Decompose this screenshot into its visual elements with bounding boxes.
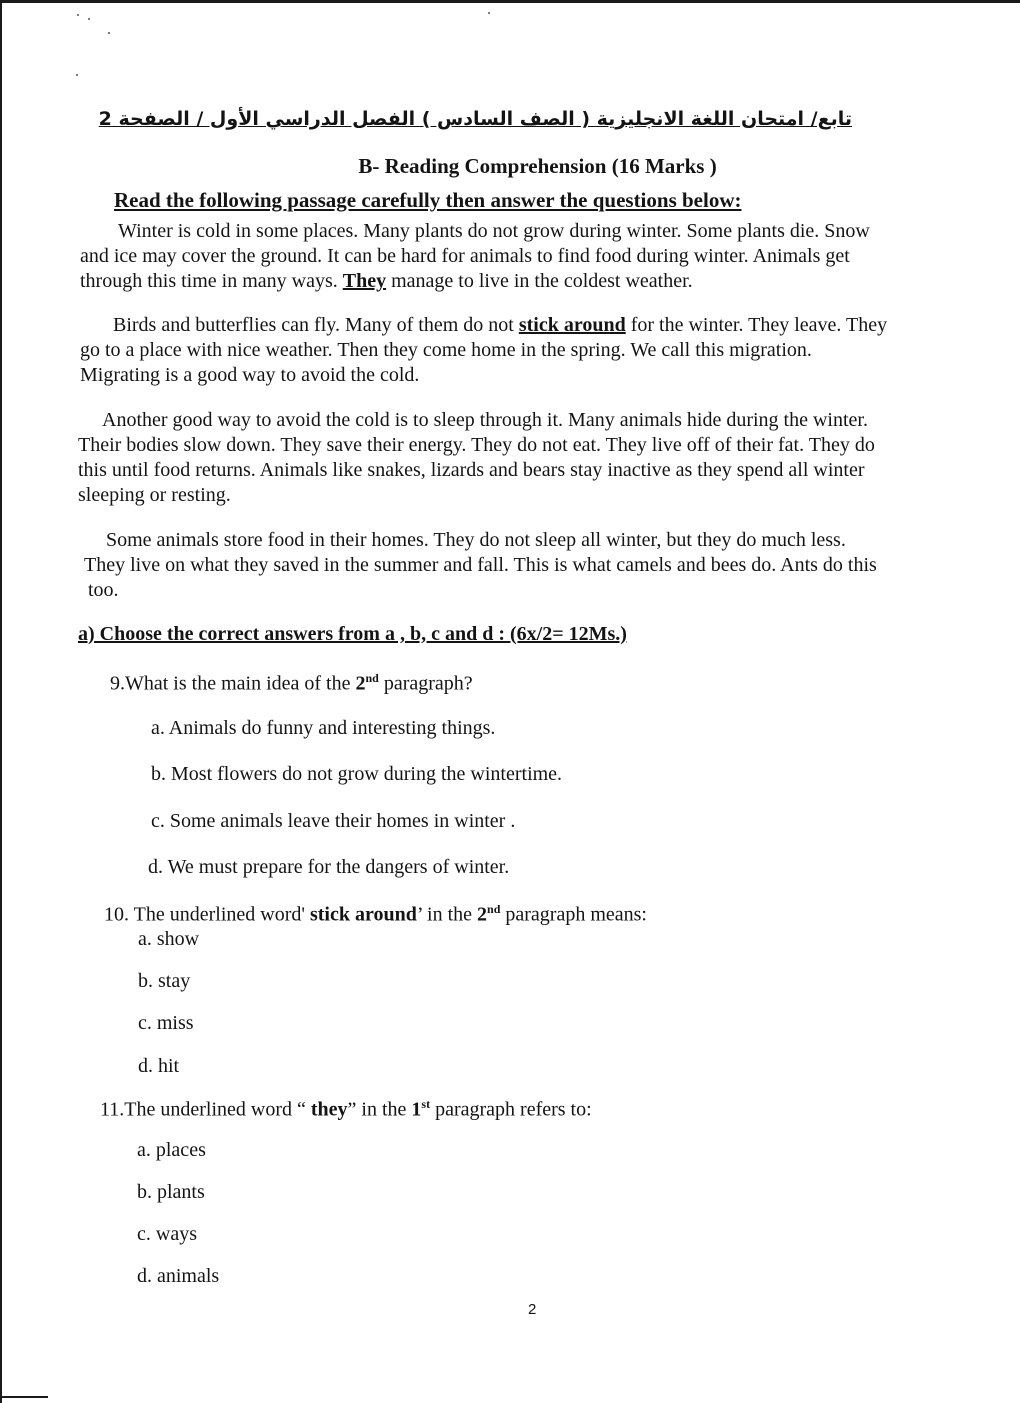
passage-line: this until food returns. Animals like snakes, lizards and bears stay inactive as they spend all winter xyxy=(78,459,865,481)
reading-instruction: Read the following passage carefully then answer the questions below: xyxy=(114,188,742,212)
ordinal-suffix: st xyxy=(421,1097,431,1111)
passage-line: and ice may cover the ground. It can be hard for animals to find food during winter. Animals get xyxy=(80,245,850,267)
q11-option-b[interactable]: b. plants xyxy=(137,1181,205,1203)
passage-line: They live on what they saved in the summer and fall. This is what camels and bees do. Ants do this xyxy=(84,554,877,576)
question-text: paragraph means: xyxy=(500,903,647,926)
passage-text: for the winter. They leave. They xyxy=(625,314,888,336)
q11-option-a[interactable]: a. places xyxy=(137,1139,206,1161)
passage-line: Their bodies slow down. They save their energy. They do not eat. They live off of their fat. They do xyxy=(78,434,875,456)
q10-option-d[interactable]: d. hit xyxy=(138,1055,180,1077)
q10-option-a[interactable]: a. show xyxy=(138,928,200,950)
passage-line: go to a place with nice weather. Then they come home in the spring. We call this migration. xyxy=(80,339,812,361)
question-10 xyxy=(104,902,647,927)
passage-line: sleeping or resting. xyxy=(78,484,231,506)
question-9 xyxy=(110,671,473,696)
question-11 xyxy=(100,1097,592,1122)
question-key-word: stick around xyxy=(309,903,417,926)
passage-line xyxy=(80,313,1000,338)
question-text: 10. The underlined word' xyxy=(104,903,310,926)
passage-text: manage to live in the coldest weather. xyxy=(386,270,693,292)
q9-option-c[interactable]: c. Some animals leave their homes in winter . xyxy=(151,810,516,832)
question-text: paragraph refers to: xyxy=(430,1098,592,1121)
underlined-word-stick-around: stick around xyxy=(518,314,626,336)
passage-paragraph-2 xyxy=(80,313,1000,388)
scan-speck xyxy=(488,12,490,14)
question-text: ” in the xyxy=(347,1098,412,1121)
passage-line: Another good way to avoid the cold is to sleep through it. Many animals hide during the winter. xyxy=(102,409,868,431)
q9-option-a[interactable]: a. Animals do funny and interesting things. xyxy=(151,717,496,739)
scan-speck xyxy=(77,14,79,16)
question-text: paragraph? xyxy=(378,672,473,695)
page-number: 2 xyxy=(528,1301,537,1318)
passage-paragraph-1 xyxy=(80,219,980,294)
task-a-heading: a) Choose the correct answers from a , b, c and d : (6x/2= 12Ms.) xyxy=(78,623,627,645)
passage-line xyxy=(80,269,980,294)
q11-option-c[interactable]: c. ways xyxy=(137,1223,197,1245)
underlined-word-they: They xyxy=(342,270,387,292)
passage-line: Some animals store food in their homes. They do not sleep all winter, but they do much less. xyxy=(106,529,846,551)
q11-option-d[interactable]: d. animals xyxy=(137,1265,220,1287)
question-text: 11.The underlined word “ xyxy=(100,1098,311,1121)
question-text: ’ in the xyxy=(416,903,478,926)
scan-border-top xyxy=(0,0,1020,3)
scan-speck xyxy=(108,32,110,34)
scan-border-left xyxy=(0,0,2,1403)
q10-option-c[interactable]: c. miss xyxy=(138,1012,194,1034)
q9-option-b[interactable]: b. Most flowers do not grow during the wintertime. xyxy=(151,763,563,785)
ordinal-number: 2 xyxy=(355,672,366,695)
ordinal-number: 1 xyxy=(411,1098,422,1121)
passage-text: through this time in many ways. xyxy=(80,270,343,292)
passage-paragraph-3 xyxy=(78,408,993,508)
passage-paragraph-4 xyxy=(84,528,994,603)
question-text: 9.What is the main idea of the xyxy=(110,672,356,695)
scan-mark-bottom xyxy=(0,1396,48,1398)
question-key-word: they xyxy=(310,1098,348,1121)
passage-line: too. xyxy=(88,579,119,601)
ordinal-number: 2 xyxy=(477,903,488,926)
ordinal-suffix: nd xyxy=(487,902,501,916)
arabic-page-header: تابع/ امتحان اللغة الانجليزية ( الصف السادس ) الفصل الدراسي الأول / الصفحة 2 xyxy=(98,108,852,130)
passage-text: Birds and butterflies can fly. Many of them do not xyxy=(113,314,519,336)
section-title: B- Reading Comprehension (16 Marks ) xyxy=(358,154,717,178)
ordinal-suffix: nd xyxy=(365,671,379,685)
scan-speck xyxy=(88,18,90,20)
passage-line: Migrating is a good way to avoid the cold. xyxy=(80,364,420,386)
q10-option-b[interactable]: b. stay xyxy=(138,970,191,992)
passage-line: Winter is cold in some places. Many plants do not grow during winter. Some plants die. Snow xyxy=(118,220,870,242)
q9-option-d[interactable]: d. We must prepare for the dangers of winter. xyxy=(148,856,510,878)
scan-speck xyxy=(76,74,78,76)
